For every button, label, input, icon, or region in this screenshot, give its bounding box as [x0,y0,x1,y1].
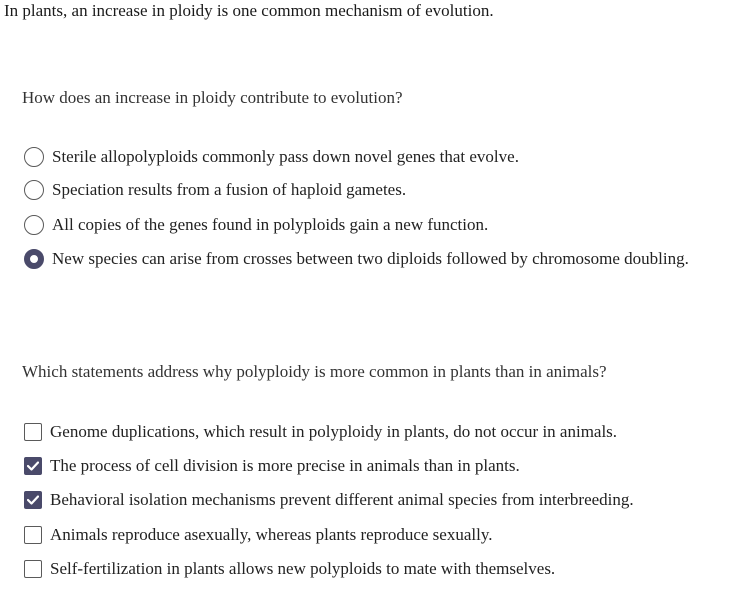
option-label: Behavioral isolation mechanisms prevent different animal species from interbreeding. [50,490,634,509]
radio-button[interactable] [24,147,44,167]
radio-button[interactable] [24,249,44,269]
q1-option-2[interactable] [24,179,406,201]
option-label: New species can arise from crosses between two diploids followed by chromosome doubling. [52,249,689,268]
q2-option-3[interactable] [24,489,634,511]
q1-option-1[interactable] [24,146,519,168]
radio-button[interactable] [24,215,44,235]
option-label: The process of cell division is more precise in animals than in plants. [50,456,520,475]
checkbox[interactable] [24,491,42,509]
option-label: Speciation results from a fusion of haploid gametes. [52,180,407,199]
q1-option-3[interactable] [24,214,488,236]
intro-text: In plants, an increase in ploidy is one common mechanism of evolution. [4,1,494,20]
q2-option-2[interactable] [24,455,520,477]
option-label: Self-fertilization in plants allows new polyploids to mate with themselves. [50,559,556,578]
question-1-prompt: How does an increase in ploidy contribute to evolution? [22,88,403,107]
q2-option-1[interactable] [24,421,617,443]
option-label: Sterile allopolyploids commonly pass down novel genes that evolve. [52,147,519,166]
checkmark-icon [27,495,39,505]
radio-button[interactable] [24,180,44,200]
q2-option-4[interactable] [24,524,492,546]
checkbox[interactable] [24,457,42,475]
checkmark-icon [27,461,39,471]
q2-option-5[interactable] [24,558,555,580]
checkbox[interactable] [24,526,42,544]
checkbox[interactable] [24,560,42,578]
checkbox[interactable] [24,423,42,441]
option-label: All copies of the genes found in polyploids gain a new function. [52,215,489,234]
option-label: Animals reproduce asexually, whereas plants reproduce sexually. [50,525,493,544]
question-2-prompt: Which statements address why polyploidy is more common in plants than in animals? [22,362,607,381]
option-label: Genome duplications, which result in polyploidy in plants, do not occur in animals. [50,422,618,441]
q1-option-4[interactable] [24,248,689,270]
